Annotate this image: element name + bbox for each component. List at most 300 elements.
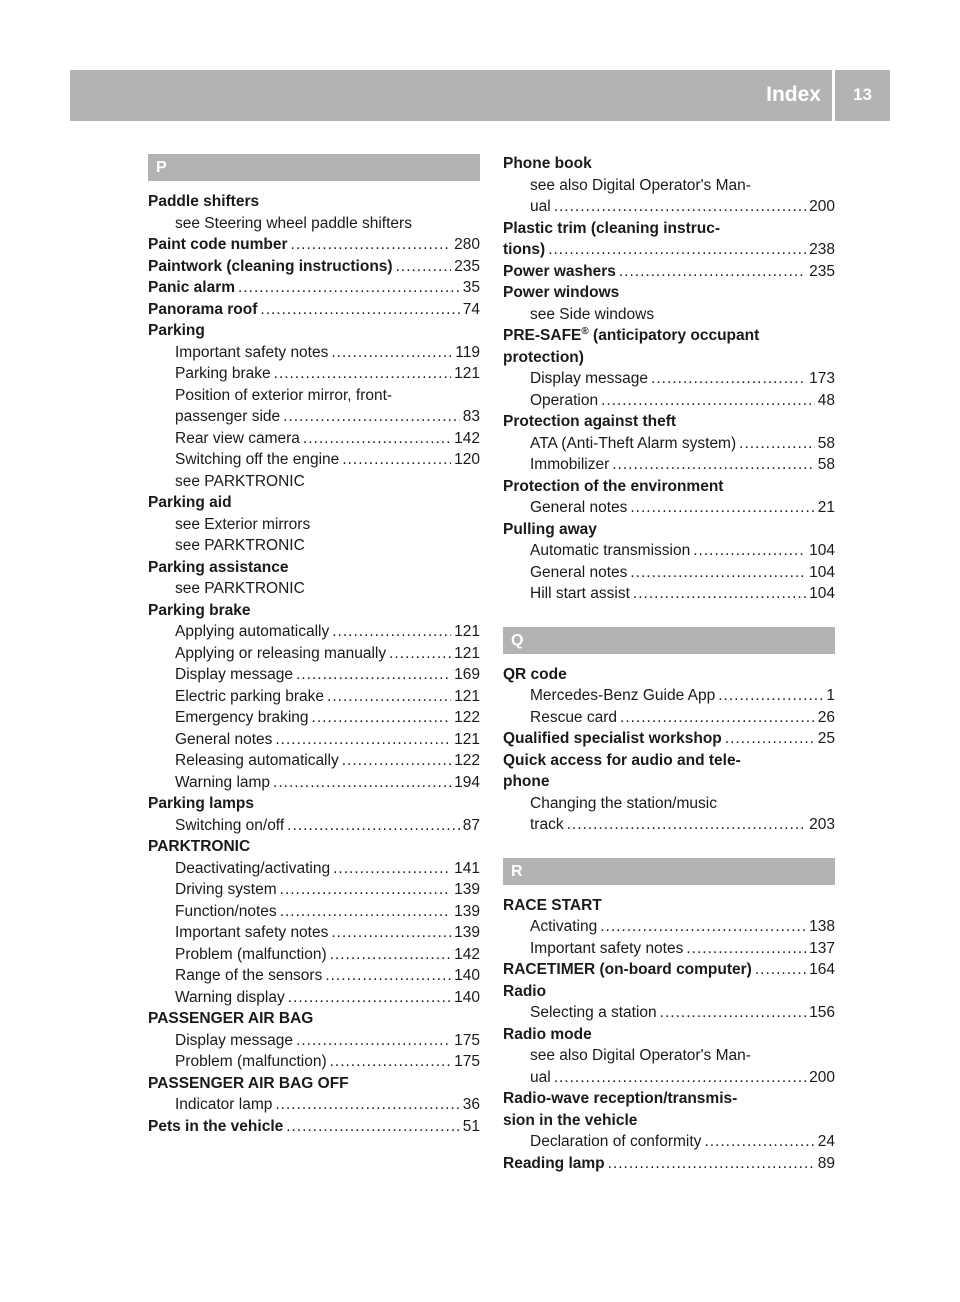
section-letter-r: R — [503, 858, 835, 885]
page-ref: 25 — [817, 730, 835, 747]
page-ref: 35 — [462, 279, 480, 296]
index-subentry[interactable] — [503, 368, 835, 390]
index-subentry[interactable] — [148, 664, 480, 686]
leader-dots — [704, 1131, 814, 1153]
leader-dots — [554, 1067, 806, 1089]
leader-dots — [291, 234, 452, 256]
index-term — [148, 557, 480, 579]
leader-dots — [739, 433, 815, 455]
entry-text: PRE-SAFE — [503, 327, 582, 344]
entry-text: see Side windows — [530, 305, 655, 323]
index-subentry[interactable] — [148, 578, 480, 600]
page-ref: 83 — [462, 408, 480, 425]
entry-text: Protection of the environment — [503, 477, 724, 495]
entry-text: track — [530, 816, 564, 833]
entry-text: phone — [503, 773, 550, 790]
leader-dots — [612, 454, 815, 476]
entry-text: Reading lamp — [503, 1154, 605, 1172]
index-entry — [503, 153, 835, 218]
leader-dots — [554, 196, 806, 218]
leader-dots — [620, 707, 815, 729]
entry-text: Phone book — [503, 155, 592, 172]
leader-dots — [567, 814, 807, 836]
leader-dots — [686, 938, 806, 960]
entry-text: Paddle shifters — [148, 193, 260, 210]
page-number: 13 — [853, 85, 872, 104]
entry-text: ual — [530, 198, 551, 215]
index-subentry[interactable] — [148, 1094, 480, 1116]
page-ref: 104 — [809, 563, 835, 581]
entry-text: General notes — [530, 499, 628, 516]
page-ref: 104 — [809, 542, 835, 559]
index-term — [503, 664, 835, 686]
leader-dots — [274, 363, 451, 385]
index-subentry — [503, 175, 835, 197]
index-term — [503, 411, 835, 433]
entry-text: Driving system — [175, 881, 277, 898]
index-subentry[interactable] — [503, 707, 835, 729]
page-ref: 175 — [454, 1053, 480, 1070]
index-entry — [148, 492, 480, 557]
index-entry — [503, 325, 835, 411]
index-entry — [503, 1024, 835, 1089]
page-ref: 74 — [462, 300, 480, 318]
page-ref: 238 — [809, 241, 835, 258]
leader-dots — [651, 368, 806, 390]
index-entry — [503, 519, 835, 605]
page-ref: 169 — [454, 666, 480, 683]
index-entry — [503, 476, 835, 519]
page-ref: 138 — [809, 918, 835, 935]
entry-text: Applying or releasing manually — [175, 644, 387, 662]
index-entry — [148, 299, 480, 321]
entry-text: Releasing automatically — [175, 752, 339, 769]
leader-dots — [755, 959, 806, 981]
entry-text: Electric parking brake — [175, 687, 325, 705]
index-subentry-cont[interactable] — [503, 1067, 835, 1089]
index-entry — [148, 836, 480, 1008]
entry-text: PASSENGER AIR BAG OFF — [148, 1074, 349, 1092]
page-ref: 121 — [454, 687, 480, 705]
entry-text: Rear view camera — [175, 429, 300, 447]
index-entry — [503, 411, 835, 476]
leader-dots — [331, 342, 452, 364]
index-entry — [148, 1116, 480, 1138]
index-subentry[interactable] — [148, 514, 480, 536]
index-subentry — [503, 793, 835, 815]
index-entry — [148, 277, 480, 299]
entry-text: Pulling away — [503, 520, 597, 538]
entry-text: Quick access for audio and tele- — [503, 751, 741, 769]
entry-text: Problem (malfunction) — [175, 1053, 327, 1070]
leader-dots — [273, 772, 451, 794]
leader-dots — [275, 729, 451, 751]
section-letter-p: P — [148, 154, 480, 181]
leader-dots — [238, 277, 460, 299]
index-subentry[interactable] — [148, 213, 480, 235]
leader-dots — [630, 562, 806, 584]
index-term[interactable] — [148, 256, 480, 278]
index-subentry[interactable] — [148, 1051, 480, 1073]
page-ref: 48 — [817, 391, 835, 409]
entry-text: Activating — [530, 918, 598, 935]
leader-dots — [601, 390, 815, 412]
entry-text: ATA (Anti-Theft Alarm system) — [530, 434, 737, 452]
page-ref: 21 — [817, 499, 835, 516]
index-term-cont[interactable] — [503, 239, 835, 261]
index-term[interactable] — [503, 728, 835, 750]
entry-text: PASSENGER AIR BAG — [148, 1010, 314, 1027]
page-ref: 122 — [454, 752, 480, 769]
index-subentry[interactable] — [148, 643, 480, 665]
index-subentry[interactable] — [503, 583, 835, 605]
index-entry — [503, 1088, 835, 1153]
index-term — [503, 1088, 835, 1110]
index-subentry[interactable] — [503, 938, 835, 960]
index-subentry[interactable] — [148, 965, 480, 987]
page-ref: 121 — [454, 730, 480, 748]
entry-text: Warning display — [175, 988, 285, 1006]
entry-text: Selecting a station — [530, 1004, 657, 1021]
index-term[interactable] — [503, 959, 835, 981]
index-subentry[interactable] — [148, 772, 480, 794]
entry-text: passenger side — [175, 408, 281, 425]
entry-text: General notes — [175, 730, 273, 748]
entry-text: Protection against theft — [503, 413, 677, 430]
index-term — [503, 981, 835, 1003]
index-term[interactable] — [148, 1116, 480, 1138]
index-entry — [148, 557, 480, 600]
entry-text: Parking aid — [148, 494, 232, 511]
entry-text: see also Digital Operator's Man- — [530, 176, 751, 194]
leader-dots — [286, 1116, 460, 1138]
entry-text: Deactivating/activating — [175, 859, 331, 877]
index-subentry[interactable] — [148, 707, 480, 729]
entry-text: PARKTRONIC — [148, 838, 251, 855]
entry-text: Hill start assist — [530, 585, 630, 602]
index-entry — [148, 600, 480, 794]
entry-text: Plastic trim (cleaning instruc- — [503, 219, 721, 237]
page-ref: 140 — [454, 967, 480, 984]
entry-text: Indicator lamp — [175, 1096, 273, 1113]
index-term — [503, 153, 835, 175]
entry-text: Range of the sensors — [175, 967, 323, 984]
page-ref: 200 — [809, 1068, 835, 1086]
index-entry — [148, 320, 480, 492]
entry-text: see PARKTRONIC — [175, 537, 305, 554]
index-term — [148, 600, 480, 622]
index-entry — [503, 981, 835, 1024]
index-subentry[interactable] — [503, 1002, 835, 1024]
page-ref: 121 — [454, 623, 480, 640]
entry-text: Parking brake — [175, 365, 271, 382]
index-column-left — [148, 154, 480, 1137]
index-term — [148, 793, 480, 815]
index-entries-r — [503, 895, 835, 1175]
index-subentry-cont[interactable] — [148, 406, 480, 428]
index-entry — [503, 959, 835, 981]
leader-dots — [296, 1030, 451, 1052]
entry-text: Power washers — [503, 262, 616, 280]
leader-dots — [325, 965, 451, 987]
index-term — [148, 836, 480, 858]
index-entry — [148, 793, 480, 836]
entry-text: Rescue card — [530, 708, 618, 726]
entry-text: Paintwork (cleaning instructions) — [148, 257, 393, 275]
entry-text: Panorama roof — [148, 300, 258, 318]
entry-text: Warning lamp — [175, 773, 271, 791]
leader-dots — [396, 256, 452, 278]
leader-dots — [260, 299, 459, 321]
index-subentry[interactable] — [503, 1131, 835, 1153]
index-subentry[interactable] — [503, 685, 835, 707]
page-ref: 139 — [454, 902, 480, 920]
entry-text: Applying automatically — [175, 623, 330, 640]
index-term[interactable] — [148, 299, 480, 321]
entry-text: Display message — [530, 370, 649, 387]
section-letter-q: Q — [503, 627, 835, 654]
page-ref: 120 — [454, 451, 480, 468]
entry-text: see Exterior mirrors — [175, 515, 311, 533]
leader-dots — [660, 1002, 806, 1024]
leader-dots — [296, 664, 451, 686]
entry-text: Mercedes-Benz Guide App — [530, 687, 716, 704]
index-subentry[interactable] — [148, 342, 480, 364]
index-entry — [503, 750, 835, 836]
page-ref: 58 — [817, 434, 835, 452]
index-entry — [503, 728, 835, 750]
index-term — [148, 1008, 480, 1030]
entry-text: RACE START — [503, 896, 602, 914]
index-subentry[interactable] — [503, 390, 835, 412]
entry-text: Automatic transmission — [530, 542, 691, 559]
entry-text: Display message — [175, 666, 294, 683]
leader-dots — [389, 643, 451, 665]
entry-text: Changing the station/music — [530, 794, 717, 812]
index-subentry[interactable] — [503, 916, 835, 938]
index-subentry[interactable] — [503, 454, 835, 476]
leader-dots — [548, 239, 806, 261]
index-subentry[interactable] — [148, 535, 480, 557]
index-subentry[interactable] — [503, 304, 835, 326]
index-term — [148, 191, 480, 213]
leader-dots — [718, 685, 823, 707]
index-entry — [503, 261, 835, 283]
leader-dots — [330, 944, 452, 966]
index-entries-p — [148, 191, 480, 1137]
leader-dots — [608, 1153, 815, 1175]
index-subentry-cont[interactable] — [503, 196, 835, 218]
leader-dots — [725, 728, 815, 750]
entry-text: protection) — [503, 348, 584, 366]
page-ref: 26 — [817, 708, 835, 726]
entry-text: Declaration of conformity — [530, 1133, 702, 1150]
page-header — [70, 70, 890, 121]
entry-text: see also Digital Operator's Man- — [530, 1047, 751, 1064]
index-subentry[interactable] — [148, 363, 480, 385]
entry-text: tions) — [503, 241, 546, 258]
registered-mark: ® — [581, 325, 589, 337]
page-ref: 139 — [454, 924, 480, 941]
index-subentry[interactable] — [148, 987, 480, 1009]
index-term-cont — [503, 771, 835, 793]
page-ref: 175 — [454, 1031, 480, 1049]
entry-text: Parking brake — [148, 601, 251, 619]
entry-text: Pets in the vehicle — [148, 1117, 284, 1135]
entry-text: Important safety notes — [175, 343, 329, 361]
entry-text: Position of exterior mirror, front- — [175, 386, 393, 404]
entry-text: Switching on/off — [175, 816, 285, 834]
index-subentry[interactable] — [148, 449, 480, 471]
index-entry — [503, 1153, 835, 1175]
page-ref: 141 — [454, 859, 480, 877]
index-subentry — [503, 1045, 835, 1067]
leader-dots — [332, 621, 451, 643]
entry-text: Function/notes — [175, 902, 277, 920]
index-subentry[interactable] — [503, 540, 835, 562]
index-subentry[interactable] — [148, 621, 480, 643]
page-ref: 142 — [454, 945, 480, 963]
entry-text: General notes — [530, 563, 628, 581]
index-subentry-cont[interactable] — [503, 814, 835, 836]
page-ref: 142 — [454, 429, 480, 447]
leader-dots — [633, 583, 806, 605]
index-term-cont — [503, 1110, 835, 1132]
index-entries-p-continued — [503, 153, 835, 605]
entry-text: Immobilizer — [530, 456, 610, 473]
entry-text: Important safety notes — [175, 924, 329, 941]
entry-text: Parking assistance — [148, 558, 289, 576]
entry-text: ual — [530, 1068, 551, 1086]
index-entry — [503, 282, 835, 325]
entry-text: Radio mode — [503, 1025, 592, 1043]
index-subentry[interactable] — [503, 433, 835, 455]
index-subentry[interactable] — [148, 858, 480, 880]
entry-text: Emergency braking — [175, 709, 309, 726]
index-subentry[interactable] — [148, 729, 480, 751]
page-ref: 122 — [454, 709, 480, 726]
leader-dots — [280, 879, 451, 901]
page-ref: 140 — [454, 988, 480, 1006]
entry-text: Switching off the engine — [175, 451, 340, 468]
index-term — [503, 895, 835, 917]
page-ref: 139 — [454, 881, 480, 898]
leader-dots — [342, 750, 451, 772]
page-ref: 51 — [462, 1117, 480, 1135]
index-entry — [503, 895, 835, 960]
entry-text: Power windows — [503, 284, 620, 301]
index-subentry[interactable] — [148, 686, 480, 708]
leader-dots — [287, 815, 460, 837]
page-ref: 58 — [817, 456, 835, 473]
leader-dots — [600, 916, 806, 938]
leader-dots — [288, 987, 451, 1009]
page-ref: 121 — [454, 365, 480, 382]
page-ref: 235 — [809, 262, 835, 280]
entry-text: Paint code number — [148, 236, 288, 253]
entry-text: Qualified specialist workshop — [503, 730, 722, 747]
entry-text-tail: (anticipatory occupant — [588, 327, 760, 344]
entry-text: Panic alarm — [148, 279, 236, 296]
index-term — [148, 320, 480, 342]
index-subentry[interactable] — [148, 815, 480, 837]
index-entry — [148, 256, 480, 278]
entry-text: see PARKTRONIC — [175, 580, 305, 597]
leader-dots — [693, 540, 806, 562]
index-entry — [148, 1073, 480, 1116]
page-ref: 235 — [454, 257, 480, 275]
index-term — [503, 325, 835, 347]
index-subentry[interactable] — [148, 901, 480, 923]
page-ref: 164 — [809, 961, 835, 978]
leader-dots — [630, 497, 814, 519]
index-subentry[interactable] — [148, 428, 480, 450]
header-title: Index — [766, 83, 821, 106]
index-subentry[interactable] — [148, 879, 480, 901]
index-entry — [503, 664, 835, 729]
leader-dots — [333, 858, 451, 880]
index-subentry[interactable] — [503, 562, 835, 584]
index-subentry[interactable] — [148, 471, 480, 493]
entry-text: Radio — [503, 982, 547, 1000]
leader-dots — [303, 428, 451, 450]
page-ref: 203 — [809, 816, 835, 833]
leader-dots — [331, 922, 451, 944]
page-ref: 173 — [809, 370, 835, 387]
entry-text: Display message — [175, 1031, 294, 1049]
entry-text: RACETIMER (on-board computer) — [503, 961, 752, 978]
index-subentry[interactable] — [148, 944, 480, 966]
index-entries-q — [503, 664, 835, 836]
entry-text: Radio-wave reception/transmis- — [503, 1090, 738, 1107]
page-ref: 280 — [454, 236, 480, 253]
index-term[interactable] — [148, 277, 480, 299]
entry-text: Parking lamps — [148, 795, 254, 812]
leader-dots — [330, 1051, 452, 1073]
index-entry — [148, 191, 480, 234]
entry-text: see PARKTRONIC — [175, 472, 305, 490]
page-ref: 119 — [455, 343, 480, 361]
index-term[interactable] — [503, 261, 835, 283]
page-ref: 89 — [817, 1154, 835, 1172]
index-term[interactable] — [503, 1153, 835, 1175]
index-subentry[interactable] — [148, 750, 480, 772]
entry-text: Problem (malfunction) — [175, 945, 327, 963]
index-subentry[interactable] — [148, 922, 480, 944]
index-term — [503, 750, 835, 772]
leader-dots — [283, 406, 460, 428]
index-column-right — [503, 153, 835, 1174]
page-ref: 1 — [826, 687, 835, 704]
index-term — [148, 492, 480, 514]
index-term — [148, 1073, 480, 1095]
index-term — [503, 476, 835, 498]
index-term-cont — [503, 347, 835, 369]
index-subentry[interactable] — [503, 497, 835, 519]
leader-dots — [312, 707, 452, 729]
index-subentry[interactable] — [148, 1030, 480, 1052]
entry-text: sion in the vehicle — [503, 1111, 638, 1129]
page-ref: 200 — [809, 198, 835, 215]
index-term[interactable] — [148, 234, 480, 256]
leader-dots — [327, 686, 451, 708]
leader-dots — [619, 261, 806, 283]
entry-text: Important safety notes — [530, 939, 684, 957]
index-term — [503, 519, 835, 541]
page-ref: 194 — [454, 773, 480, 791]
page-ref: 24 — [817, 1133, 835, 1150]
page-ref: 137 — [809, 939, 835, 957]
